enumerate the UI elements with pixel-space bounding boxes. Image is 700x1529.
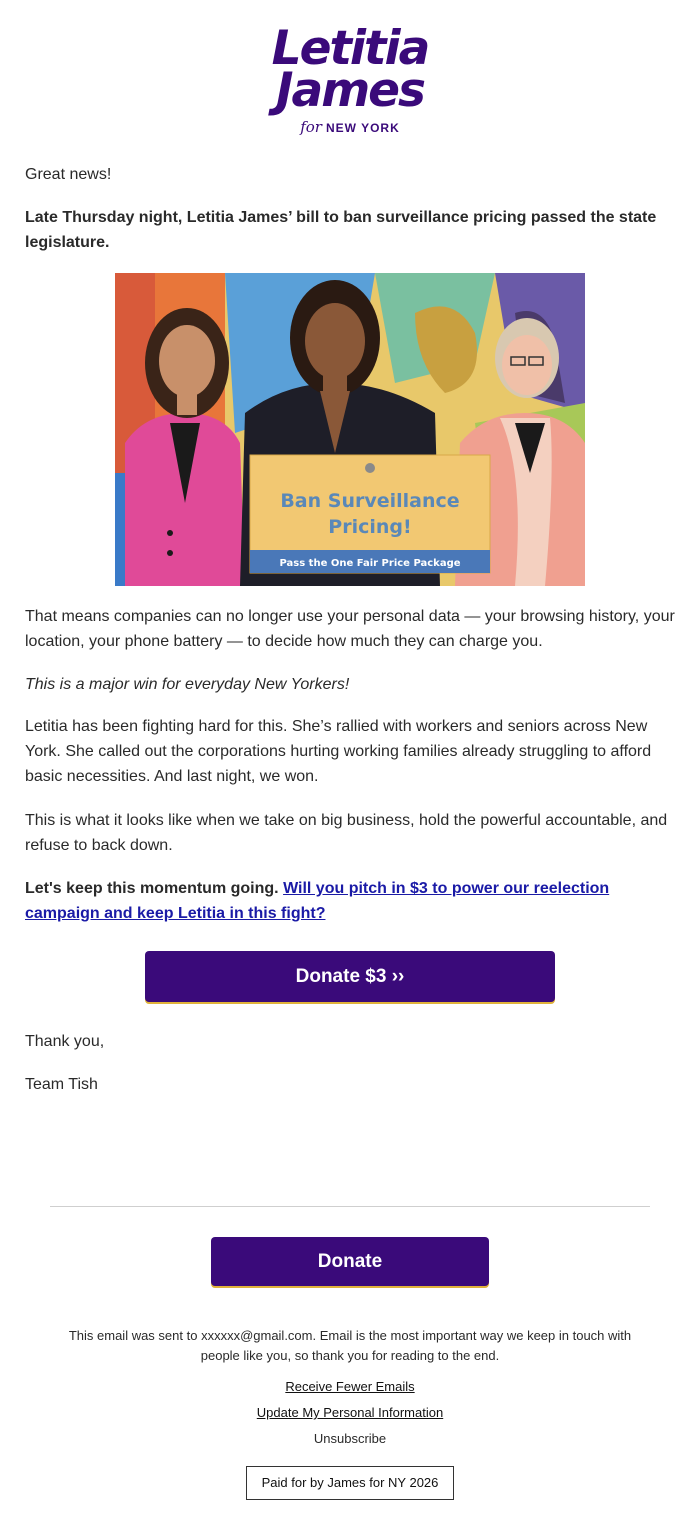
footer-divider [50,1206,650,1207]
greeting: Great news! [25,166,112,183]
footer-sent-notice [0,1326,700,1366]
logo-first-name: Letitia [271,21,429,76]
recipient-email: xxxxxx@gmail.com [201,1328,313,1343]
footer-fewer-emails-row [0,1377,700,1397]
donate-3-button[interactable]: Donate $3 ›› [145,951,555,1002]
sign-text-line2: Pricing! [328,516,412,538]
paid-for-disclaimer: Paid for by James for NY 2026 [246,1466,454,1500]
headline: Late Thursday night, Letitia James’ bill to ban surveillance pricing passed the state legislature. [25,209,657,251]
paragraph-major-win: This is a major win for everyday New Yorkers! [25,676,350,693]
cta-donate-link[interactable]: Will you pitch in $3 to power our reelection campaign and keep Letitia in this fight? [25,880,610,922]
sent-prefix: This email was sent to [68,1328,202,1343]
cta-paragraph [25,876,677,926]
paragraph-big-business: This is what it looks like when we take on big business, hold the powerful accountable, and refuse to back down. [25,812,668,854]
photo-illustration [115,273,585,586]
signoff-thanks: Thank you, [25,1033,105,1050]
paragraph-fighting: Letitia has been fighting hard for this. She’s rallied with workers and seniors across New York. She called out the corporations hurting working families already struggling to afford basic necessities. And last night, we won. [25,718,652,785]
logo-tagline [300,118,400,136]
sign-text-line1: Ban Surveillance [280,490,460,512]
signoff-team: Team Tish [25,1076,98,1093]
sent-suffix: . Email is the most important way we keep in touch with people like you, so thank you for reading to the end. [200,1328,632,1363]
update-personal-info-link[interactable]: Update My Personal Information [256,1405,444,1420]
campaign-photo [115,273,585,586]
footer-donate-button[interactable]: Donate [211,1237,489,1286]
logo-state: NEW YORK [325,121,400,135]
cta-bold-text: Let's keep this momentum going. [25,880,279,897]
unsubscribe-link[interactable]: Unsubscribe [313,1431,387,1446]
receive-fewer-emails-link[interactable]: Receive Fewer Emails [285,1379,415,1394]
sign-banner-text: Pass the One Fair Price Package [279,558,461,569]
footer-update-info-row [0,1403,700,1423]
logo-for: for [300,118,322,136]
paragraph-data-privacy: That means companies can no longer use your personal data — your browsing history, your location, your phone battery — to decide how much they can charge you. [25,608,675,650]
campaign-logo [0,21,700,137]
logo-last-name: James [275,63,425,118]
